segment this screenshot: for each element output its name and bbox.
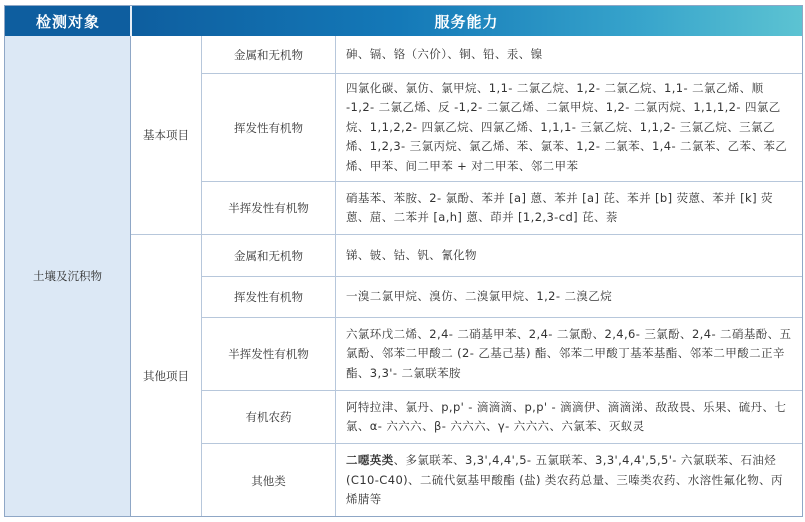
category-cell: 金属和无机物 [202, 36, 336, 74]
capability-cell [336, 277, 802, 318]
category-cell: 有机农药 [202, 391, 336, 444]
group-basic-items: 基本项目 [131, 36, 202, 235]
capability-cell [336, 444, 802, 517]
capability-cell [336, 182, 802, 235]
category-cell: 金属和无机物 [202, 235, 336, 277]
capability-text: 一溴二氯甲烷、溴仿、二溴氯甲烷、1,2- 二溴乙烷 [346, 289, 613, 304]
capability-cell [336, 235, 802, 277]
capability-text: 六氯环戊二烯、2,4- 二硝基甲苯、2,4- 二氯酚、2,4,6- 三氯酚、2,4- 二硝基酚、五氯酚、邻苯二甲酸二 (2- 乙基己基) 酯、邻苯二甲酸丁基苯基酯、邻苯二甲酸二正辛酯、3,3'- 二氯联苯胺 [346, 326, 792, 380]
capability-cell [336, 74, 802, 182]
capability-text: 锑、铍、钴、钒、氰化物 [346, 247, 477, 262]
group-other-items: 其他项目 [131, 235, 202, 517]
category-cell: 挥发性有机物 [202, 277, 336, 318]
capability-rest-text: 、多氯联苯、3,3',4,4',5- 五氯联苯、3,3',4,4',5,5'- 六氯联苯、石油烃 (C10-C40)、二硫代氨基甲酸酯 (盐) 类农药总量、三嗪类农药、水溶性氟化物、丙烯腈等 [346, 453, 783, 507]
header-object: 检测对象 [5, 6, 131, 36]
capability-text: 硝基苯、苯胺、2- 氯酚、苯并 [a] 蒽、苯并 [a] 芘、苯并 [b] 荧蒽、苯并 [k] 荧蒽、䓛、二苯并 [a,h] 蒽、茚并 [1,2,3-cd] 芘、萘 [346, 190, 773, 224]
header-capability: 服务能力 [131, 6, 802, 36]
capability-text: 阿特拉津、氯丹、p,p' - 滴滴滴、p,p' - 滴滴伊、滴滴涕、敌敌畏、乐果、硫丹、七氯、α- 六六六、β- 六六六、γ- 六六六、六氯苯、灭蚁灵 [346, 399, 787, 433]
header-separator [130, 6, 132, 36]
category-cell: 半挥发性有机物 [202, 182, 336, 235]
capability-text [346, 451, 794, 510]
capability-cell [336, 391, 802, 444]
capability-cell [336, 318, 802, 391]
capability-text: 四氯化碳、氯仿、氯甲烷、1,1- 二氯乙烷、1,2- 二氯乙烷、1,1- 二氯乙烯、顺 -1,2- 二氯乙烯、反 -1,2- 二氯乙烯、二氯甲烷、1,2- 二氯丙烷、1,1,1,2- 四氯乙烷、1,1,2,2- 四氯乙烷、四氯乙烯、1,1,1- 三氯乙烷、1,1,2- 三氯乙烷、三氯乙烯、1,2,3- 三氯丙烷、氯乙烯、苯、氯苯、1,2- 二氯苯、1,4- 二氯苯、乙苯、苯乙烯、甲苯、间二甲苯 + 对二甲苯、邻二甲苯 [346, 80, 788, 173]
capability-bold-text: 二噁英类 [346, 453, 394, 468]
capability-cell [336, 36, 802, 74]
capability-text: 砷、镉、铬（六价）、铜、铅、汞、镍 [346, 46, 543, 61]
detection-object-cell: 土壤及沉积物 [5, 36, 131, 516]
category-cell: 半挥发性有机物 [202, 318, 336, 391]
service-capability-table [4, 5, 803, 517]
category-cell: 挥发性有机物 [202, 74, 336, 182]
category-cell: 其他类 [202, 444, 336, 517]
